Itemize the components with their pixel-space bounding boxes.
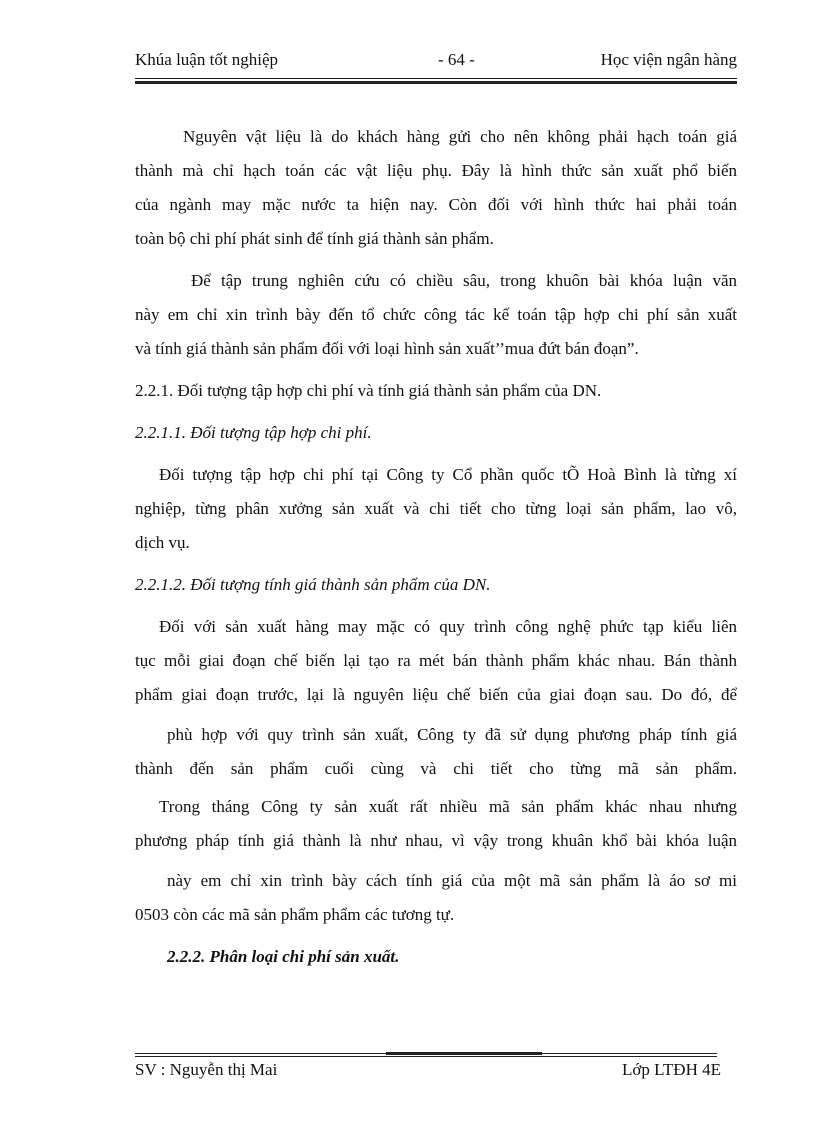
page-footer (135, 1060, 737, 1082)
section-heading-2-2-1-2: 2.2.1.2. Đối tượng tính giá thành sản phẩm của DN. (135, 575, 491, 594)
text-line: nghiệp, từng phân xưởng sản xuất và chi tiết cho từng loại sản phẩm, lao vô, (135, 499, 737, 518)
header-rule-thick (135, 81, 737, 84)
paragraph-3 (135, 458, 737, 560)
header-thesis-title: Khúa luận tốt nghiệp (135, 50, 279, 69)
section-heading-2-2-1: 2.2.1. Đối tượng tập hợp chi phí và tính giá thành sản phẩm của DN. (135, 381, 602, 400)
header-rule-thin (135, 78, 737, 79)
body-text (135, 120, 737, 974)
paragraph-2 (135, 264, 737, 366)
text-line: của ngành may mặc nước ta hiện nay. Còn đối với hình thức hai phải toán (135, 195, 737, 214)
text-line: phẩm giai đoạn trước, lại là nguyên liệu chế biến của giai đoạn sau. Do đó, để (135, 685, 737, 704)
footer-student-name: SV : Nguyễn thị Mai (135, 1060, 278, 1079)
footer-class-code: Lớp LTĐH 4E (621, 1060, 721, 1079)
text-line: Đối với sản xuất hàng may mặc có quy trình công nghệ phức tạp kiểu liên (159, 617, 737, 636)
header-page-number: - 64 - (438, 50, 475, 69)
text-line: phương pháp tính giá thành là như nhau, vì vậy trong khuân khổ bài khóa luận (135, 831, 737, 850)
text-line: Đối tượng tập hợp chi phí tại Công ty Cổ phần quốc tÕ Hoà Bình là từng xí (159, 465, 737, 484)
text-line: Nguyên vật liệu là do khách hàng gửi cho nên không phải hạch toán giá (183, 127, 737, 146)
footer-rule-bottom (135, 1056, 717, 1057)
page-header (135, 50, 737, 72)
footer-rule-center (386, 1052, 542, 1055)
text-line: dịch vụ. (135, 533, 190, 552)
text-line: toàn bộ chi phí phát sinh để tính giá thành sản phẩm. (135, 229, 494, 248)
header-institution: Học viện ngân hàng (600, 50, 737, 69)
text-line: phù hợp với quy trình sản xuất, Công ty đã sử dụng phương pháp tính giá (167, 725, 737, 744)
paragraph-1 (135, 120, 737, 256)
text-line: này em chỉ xin trình bày đến tổ chức công tác kế toán tập hợp chi phí sản xuất (135, 305, 737, 324)
section-heading-2-2-2: 2.2.2. Phân loại chi phí sản xuất. (167, 947, 400, 966)
text-line: này em chỉ xin trình bày cách tính giá của một mã sản phẩm là áo sơ mi (167, 871, 737, 890)
text-line: Để tập trung nghiên cứu có chiều sâu, trong khuôn bài khóa luận văn (191, 271, 737, 290)
text-line: thành đến sản phẩm cuối cùng và chi tiết cho từng mã sản phẩm. (135, 759, 737, 778)
text-line: 0503 còn các mã sản phẩm phẩm các tương tự. (135, 905, 455, 924)
text-line: và tính giá thành sản phẩm đối với loại hình sản xuất’’mua đứt bán đoạn”. (135, 339, 639, 358)
text-line: Trong tháng Công ty sản xuất rất nhiều mã sản phẩm khác nhau nhưng (159, 797, 737, 816)
paragraph-4 (135, 610, 737, 932)
text-line: tục mỗi giai đoạn chế biến lại tạo ra mét bán thành phẩm khác nhau. Bán thành (135, 651, 737, 670)
section-heading-2-2-1-1: 2.2.1.1. Đối tượng tập hợp chi phí. (135, 423, 372, 442)
text-line: thành mà chỉ hạch toán các vật liệu phụ. Đây là hình thức sản xuất phổ biến (135, 161, 737, 180)
